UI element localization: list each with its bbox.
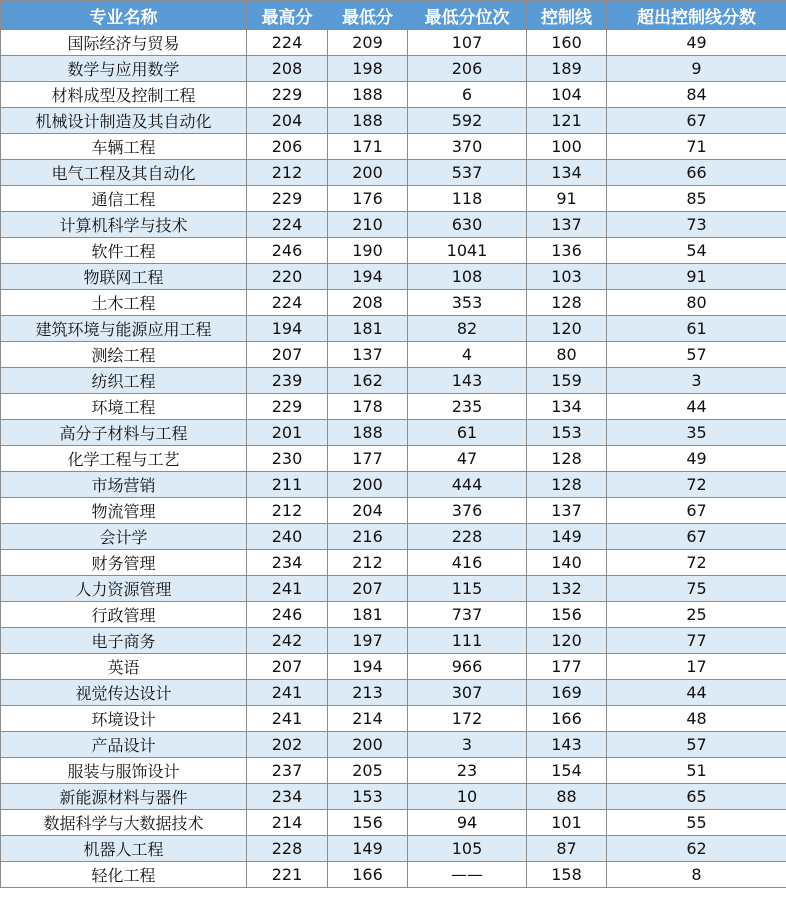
major-name-cell: 机械设计制造及其自动化	[1, 108, 247, 134]
max-score-cell: 202	[247, 732, 328, 758]
min-score-cell: 190	[328, 238, 408, 264]
table-row	[1, 524, 786, 550]
above-control-line-cell: 17	[607, 654, 786, 680]
control-line-cell: 158	[527, 862, 607, 888]
control-line-cell: 104	[527, 82, 607, 108]
above-control-line-cell: 57	[607, 732, 786, 758]
above-control-line-cell: 35	[607, 420, 786, 446]
table-row	[1, 498, 786, 524]
min-rank-cell: 108	[408, 264, 527, 290]
min-rank-cell: 105	[408, 836, 527, 862]
min-score-cell: 149	[328, 836, 408, 862]
above-control-line-cell: 44	[607, 394, 786, 420]
min-score-cell: 137	[328, 342, 408, 368]
max-score-cell: 240	[247, 524, 328, 550]
above-control-line-cell: 67	[607, 524, 786, 550]
control-line-cell: 169	[527, 680, 607, 706]
header-min-rank: 最低分位次	[408, 1, 527, 30]
control-line-cell: 143	[527, 732, 607, 758]
min-rank-cell: 630	[408, 212, 527, 238]
max-score-cell: 214	[247, 810, 328, 836]
above-control-line-cell: 9	[607, 56, 786, 82]
min-score-cell: 153	[328, 784, 408, 810]
major-name-cell: 电子商务	[1, 628, 247, 654]
header-above-control-line: 超出控制线分数	[607, 1, 786, 30]
min-score-cell: 200	[328, 472, 408, 498]
header-row	[1, 1, 786, 30]
table-row	[1, 654, 786, 680]
major-name-cell: 环境设计	[1, 706, 247, 732]
header-max-score: 最高分	[247, 1, 328, 30]
major-name-cell: 产品设计	[1, 732, 247, 758]
table-row	[1, 628, 786, 654]
table-row	[1, 550, 786, 576]
min-rank-cell: ——	[408, 862, 527, 888]
min-rank-cell: 61	[408, 420, 527, 446]
control-line-cell: 154	[527, 758, 607, 784]
major-name-cell: 化学工程与工艺	[1, 446, 247, 472]
max-score-cell: 212	[247, 160, 328, 186]
table-row	[1, 784, 786, 810]
major-name-cell: 建筑环境与能源应用工程	[1, 316, 247, 342]
major-name-cell: 英语	[1, 654, 247, 680]
major-name-cell: 通信工程	[1, 186, 247, 212]
major-name-cell: 材料成型及控制工程	[1, 82, 247, 108]
max-score-cell: 224	[247, 212, 328, 238]
control-line-cell: 134	[527, 160, 607, 186]
table-row	[1, 264, 786, 290]
min-score-cell: 205	[328, 758, 408, 784]
min-rank-cell: 444	[408, 472, 527, 498]
major-name-cell: 视觉传达设计	[1, 680, 247, 706]
major-name-cell: 软件工程	[1, 238, 247, 264]
major-name-cell: 高分子材料与工程	[1, 420, 247, 446]
max-score-cell: 212	[247, 498, 328, 524]
max-score-cell: 206	[247, 134, 328, 160]
above-control-line-cell: 73	[607, 212, 786, 238]
max-score-cell: 229	[247, 82, 328, 108]
table-row	[1, 290, 786, 316]
above-control-line-cell: 48	[607, 706, 786, 732]
table-row	[1, 706, 786, 732]
table-row	[1, 576, 786, 602]
min-score-cell: 177	[328, 446, 408, 472]
min-score-cell: 214	[328, 706, 408, 732]
min-rank-cell: 115	[408, 576, 527, 602]
table-row	[1, 56, 786, 82]
min-score-cell: 200	[328, 160, 408, 186]
table-row	[1, 108, 786, 134]
major-name-cell: 轻化工程	[1, 862, 247, 888]
control-line-cell: 160	[527, 30, 607, 56]
min-rank-cell: 23	[408, 758, 527, 784]
above-control-line-cell: 25	[607, 602, 786, 628]
above-control-line-cell: 91	[607, 264, 786, 290]
min-score-cell: 212	[328, 550, 408, 576]
above-control-line-cell: 44	[607, 680, 786, 706]
min-score-cell: 188	[328, 108, 408, 134]
min-score-cell: 166	[328, 862, 408, 888]
table-row	[1, 134, 786, 160]
max-score-cell: 234	[247, 550, 328, 576]
header-min-score: 最低分	[328, 1, 408, 30]
control-line-cell: 153	[527, 420, 607, 446]
min-score-cell: 176	[328, 186, 408, 212]
max-score-cell: 241	[247, 706, 328, 732]
max-score-cell: 220	[247, 264, 328, 290]
control-line-cell: 166	[527, 706, 607, 732]
major-name-cell: 计算机科学与技术	[1, 212, 247, 238]
table-row	[1, 160, 786, 186]
min-score-cell: 213	[328, 680, 408, 706]
major-name-cell: 人力资源管理	[1, 576, 247, 602]
table-row	[1, 420, 786, 446]
min-score-cell: 188	[328, 420, 408, 446]
table-row	[1, 394, 786, 420]
major-name-cell: 机器人工程	[1, 836, 247, 862]
control-line-cell: 120	[527, 628, 607, 654]
major-name-cell: 测绘工程	[1, 342, 247, 368]
min-score-cell: 209	[328, 30, 408, 56]
control-line-cell: 140	[527, 550, 607, 576]
min-rank-cell: 353	[408, 290, 527, 316]
min-rank-cell: 3	[408, 732, 527, 758]
control-line-cell: 128	[527, 472, 607, 498]
above-control-line-cell: 49	[607, 30, 786, 56]
min-rank-cell: 47	[408, 446, 527, 472]
major-name-cell: 物流管理	[1, 498, 247, 524]
control-line-cell: 149	[527, 524, 607, 550]
table-row	[1, 30, 786, 56]
min-rank-cell: 1041	[408, 238, 527, 264]
min-rank-cell: 370	[408, 134, 527, 160]
above-control-line-cell: 54	[607, 238, 786, 264]
major-name-cell: 新能源材料与器件	[1, 784, 247, 810]
min-score-cell: 156	[328, 810, 408, 836]
table-row	[1, 680, 786, 706]
above-control-line-cell: 71	[607, 134, 786, 160]
major-name-cell: 行政管理	[1, 602, 247, 628]
control-line-cell: 100	[527, 134, 607, 160]
control-line-cell: 88	[527, 784, 607, 810]
max-score-cell: 229	[247, 394, 328, 420]
max-score-cell: 221	[247, 862, 328, 888]
above-control-line-cell: 55	[607, 810, 786, 836]
min-score-cell: 198	[328, 56, 408, 82]
max-score-cell: 224	[247, 290, 328, 316]
control-line-cell: 159	[527, 368, 607, 394]
above-control-line-cell: 77	[607, 628, 786, 654]
control-line-cell: 101	[527, 810, 607, 836]
min-rank-cell: 172	[408, 706, 527, 732]
major-name-cell: 纺织工程	[1, 368, 247, 394]
major-name-cell: 物联网工程	[1, 264, 247, 290]
min-rank-cell: 592	[408, 108, 527, 134]
max-score-cell: 234	[247, 784, 328, 810]
header-control-line: 控制线	[527, 1, 607, 30]
control-line-cell: 136	[527, 238, 607, 264]
table-body	[1, 30, 786, 888]
major-name-cell: 会计学	[1, 524, 247, 550]
min-rank-cell: 143	[408, 368, 527, 394]
major-name-cell: 市场营销	[1, 472, 247, 498]
control-line-cell: 177	[527, 654, 607, 680]
major-name-cell: 数据科学与大数据技术	[1, 810, 247, 836]
min-rank-cell: 537	[408, 160, 527, 186]
major-name-cell: 土木工程	[1, 290, 247, 316]
control-line-cell: 134	[527, 394, 607, 420]
control-line-cell: 156	[527, 602, 607, 628]
above-control-line-cell: 62	[607, 836, 786, 862]
table-row	[1, 732, 786, 758]
min-rank-cell: 966	[408, 654, 527, 680]
max-score-cell: 224	[247, 30, 328, 56]
max-score-cell: 207	[247, 342, 328, 368]
control-line-cell: 137	[527, 498, 607, 524]
min-score-cell: 216	[328, 524, 408, 550]
control-line-cell: 103	[527, 264, 607, 290]
min-score-cell: 197	[328, 628, 408, 654]
min-score-cell: 178	[328, 394, 408, 420]
max-score-cell: 241	[247, 680, 328, 706]
min-rank-cell: 118	[408, 186, 527, 212]
min-score-cell: 194	[328, 264, 408, 290]
max-score-cell: 242	[247, 628, 328, 654]
max-score-cell: 207	[247, 654, 328, 680]
table-row	[1, 368, 786, 394]
above-control-line-cell: 3	[607, 368, 786, 394]
min-score-cell: 210	[328, 212, 408, 238]
max-score-cell: 246	[247, 238, 328, 264]
table-row	[1, 602, 786, 628]
above-control-line-cell: 72	[607, 550, 786, 576]
max-score-cell: 229	[247, 186, 328, 212]
above-control-line-cell: 65	[607, 784, 786, 810]
above-control-line-cell: 72	[607, 472, 786, 498]
control-line-cell: 120	[527, 316, 607, 342]
table-header	[1, 1, 786, 30]
min-rank-cell: 376	[408, 498, 527, 524]
above-control-line-cell: 57	[607, 342, 786, 368]
control-line-cell: 189	[527, 56, 607, 82]
above-control-line-cell: 85	[607, 186, 786, 212]
max-score-cell: 204	[247, 108, 328, 134]
control-line-cell: 121	[527, 108, 607, 134]
table-row	[1, 342, 786, 368]
max-score-cell: 194	[247, 316, 328, 342]
max-score-cell: 230	[247, 446, 328, 472]
control-line-cell: 80	[527, 342, 607, 368]
min-rank-cell: 307	[408, 680, 527, 706]
above-control-line-cell: 75	[607, 576, 786, 602]
above-control-line-cell: 51	[607, 758, 786, 784]
above-control-line-cell: 80	[607, 290, 786, 316]
above-control-line-cell: 61	[607, 316, 786, 342]
min-rank-cell: 4	[408, 342, 527, 368]
min-rank-cell: 6	[408, 82, 527, 108]
table-row	[1, 316, 786, 342]
major-name-cell: 财务管理	[1, 550, 247, 576]
min-score-cell: 162	[328, 368, 408, 394]
table-row	[1, 238, 786, 264]
table-row	[1, 82, 786, 108]
min-rank-cell: 94	[408, 810, 527, 836]
min-score-cell: 194	[328, 654, 408, 680]
control-line-cell: 87	[527, 836, 607, 862]
above-control-line-cell: 67	[607, 108, 786, 134]
min-score-cell: 181	[328, 602, 408, 628]
min-score-cell: 207	[328, 576, 408, 602]
min-score-cell: 181	[328, 316, 408, 342]
major-name-cell: 国际经济与贸易	[1, 30, 247, 56]
major-name-cell: 电气工程及其自动化	[1, 160, 247, 186]
table-row	[1, 212, 786, 238]
table-row	[1, 836, 786, 862]
major-name-cell: 服装与服饰设计	[1, 758, 247, 784]
above-control-line-cell: 66	[607, 160, 786, 186]
min-rank-cell: 82	[408, 316, 527, 342]
max-score-cell: 228	[247, 836, 328, 862]
control-line-cell: 137	[527, 212, 607, 238]
control-line-cell: 128	[527, 446, 607, 472]
min-rank-cell: 107	[408, 30, 527, 56]
min-rank-cell: 111	[408, 628, 527, 654]
above-control-line-cell: 84	[607, 82, 786, 108]
above-control-line-cell: 8	[607, 862, 786, 888]
min-score-cell: 200	[328, 732, 408, 758]
above-control-line-cell: 67	[607, 498, 786, 524]
min-score-cell: 171	[328, 134, 408, 160]
max-score-cell: 237	[247, 758, 328, 784]
max-score-cell: 211	[247, 472, 328, 498]
table-row	[1, 446, 786, 472]
table-row	[1, 810, 786, 836]
min-rank-cell: 416	[408, 550, 527, 576]
max-score-cell: 241	[247, 576, 328, 602]
min-rank-cell: 206	[408, 56, 527, 82]
above-control-line-cell: 49	[607, 446, 786, 472]
major-name-cell: 环境工程	[1, 394, 247, 420]
control-line-cell: 91	[527, 186, 607, 212]
table-row	[1, 186, 786, 212]
max-score-cell: 239	[247, 368, 328, 394]
max-score-cell: 208	[247, 56, 328, 82]
min-score-cell: 204	[328, 498, 408, 524]
min-score-cell: 208	[328, 290, 408, 316]
max-score-cell: 201	[247, 420, 328, 446]
header-major-name: 专业名称	[1, 1, 247, 30]
control-line-cell: 128	[527, 290, 607, 316]
min-rank-cell: 228	[408, 524, 527, 550]
major-name-cell: 车辆工程	[1, 134, 247, 160]
control-line-cell: 132	[527, 576, 607, 602]
min-rank-cell: 10	[408, 784, 527, 810]
max-score-cell: 246	[247, 602, 328, 628]
major-name-cell: 数学与应用数学	[1, 56, 247, 82]
table-row	[1, 472, 786, 498]
min-rank-cell: 235	[408, 394, 527, 420]
min-score-cell: 188	[328, 82, 408, 108]
min-rank-cell: 737	[408, 602, 527, 628]
table-row	[1, 862, 786, 888]
table-row	[1, 758, 786, 784]
